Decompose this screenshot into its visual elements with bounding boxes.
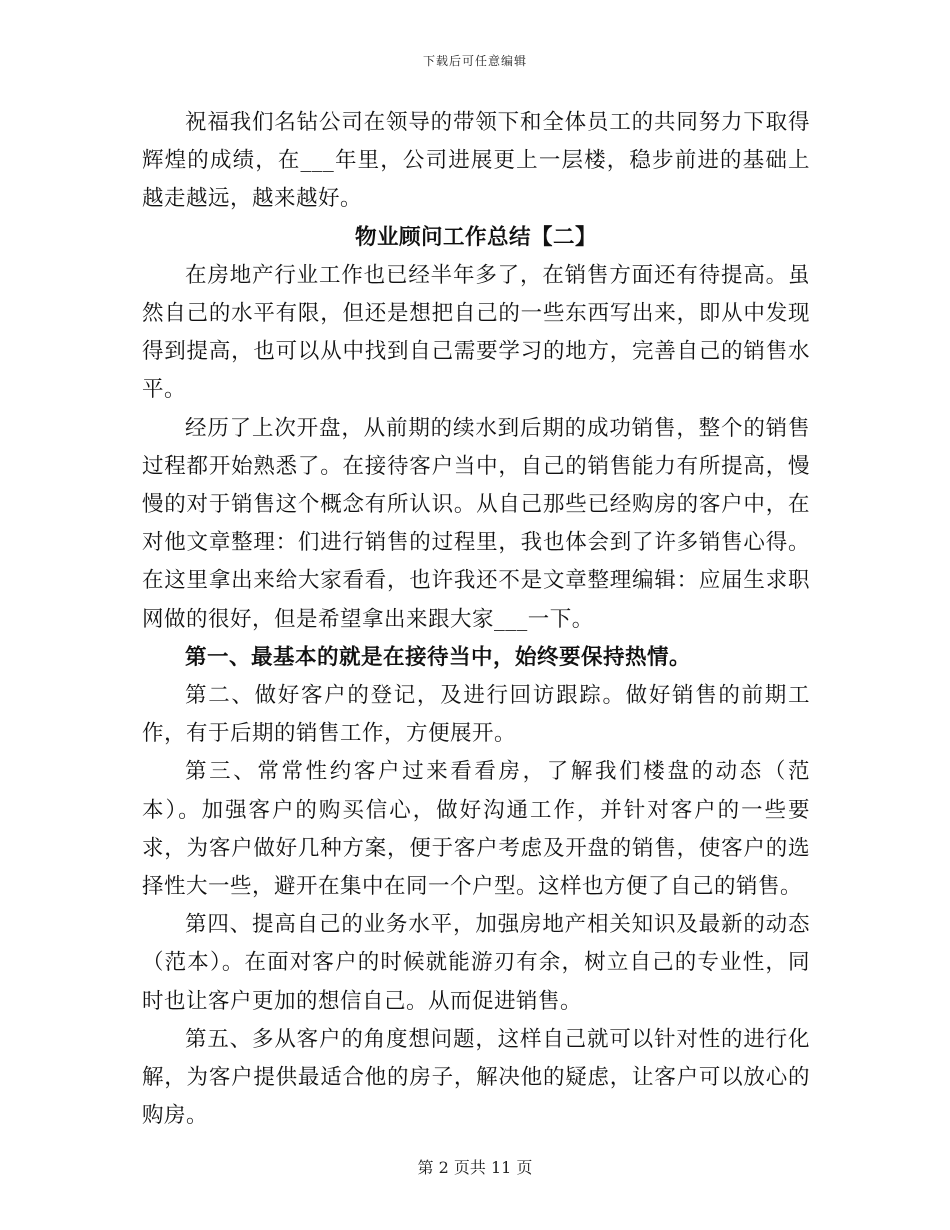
paragraph-intro: 在房地产行业工作也已经半年多了，在销售方面还有待提高。虽然自己的水平有限，但还是想把自己的一些东西写出来，即从中发现得到提高，也可以从中找到自己需要学习的地方，完善自己的销售水平。	[142, 262, 810, 403]
paragraph-point-3: 第三、常常性约客户过来看看房，了解我们楼盘的动态（范本）。加强客户的购买信心，做好沟通工作，并针对客户的一些要求，为客户做好几种方案，便于客户考虑及开盘的销售，使客户的选择性大一些，避开在集中在同一个户型。这样也方便了自己的销售。	[142, 759, 810, 900]
page-footer: 第 2 页共 11 页	[417, 1158, 533, 1177]
page-header: 下载后可任意编辑	[422, 54, 527, 68]
paragraph-experience: 经历了上次开盘，从前期的续水到后期的成功销售，整个的销售过程都开始熟悉了。在接待客户当中，自己的销售能力有所提高，慢慢的对于销售这个概念有所认识。从自己那些已经购房的客户中，在对他文章整理：们进行销售的过程里，我也体会到了许多销售心得。在这里拿出来给大家看看，也许我还不是文章整理编辑：应届生求职网做的很好，但是希望拿出来跟大家___一下。	[142, 415, 810, 632]
document-body	[142, 104, 810, 1135]
paragraph-point-1: 第一、最基本的就是在接待当中，始终要保持热情。	[185, 644, 692, 670]
section-heading: 物业顾问工作总结【二】	[354, 224, 597, 250]
paragraph-point-4: 第四、提高自己的业务水平，加强房地产相关知识及最新的动态（范本）。在面对客户的时候就能游刃有余，树立自己的专业性，同时也让客户更加的想信自己。从而促进销售。	[142, 912, 810, 1014]
paragraph-blessing: 祝福我们名钻公司在领导的带领下和全体员工的共同努力下取得辉煌的成绩，在___年里，公司进展更上一层楼，稳步前进的基础上越走越远，越来越好。	[142, 110, 810, 212]
paragraph-point-5: 第五、多从客户的角度想问题，这样自己就可以针对性的进行化解，为客户提供最适合他的房子，解决他的疑虑，让客户可以放心的购房。	[142, 1026, 810, 1129]
paragraph-point-2: 第二、做好客户的登记，及进行回访跟踪。做好销售的前期工作，有于后期的销售工作，方便展开。	[142, 683, 810, 747]
